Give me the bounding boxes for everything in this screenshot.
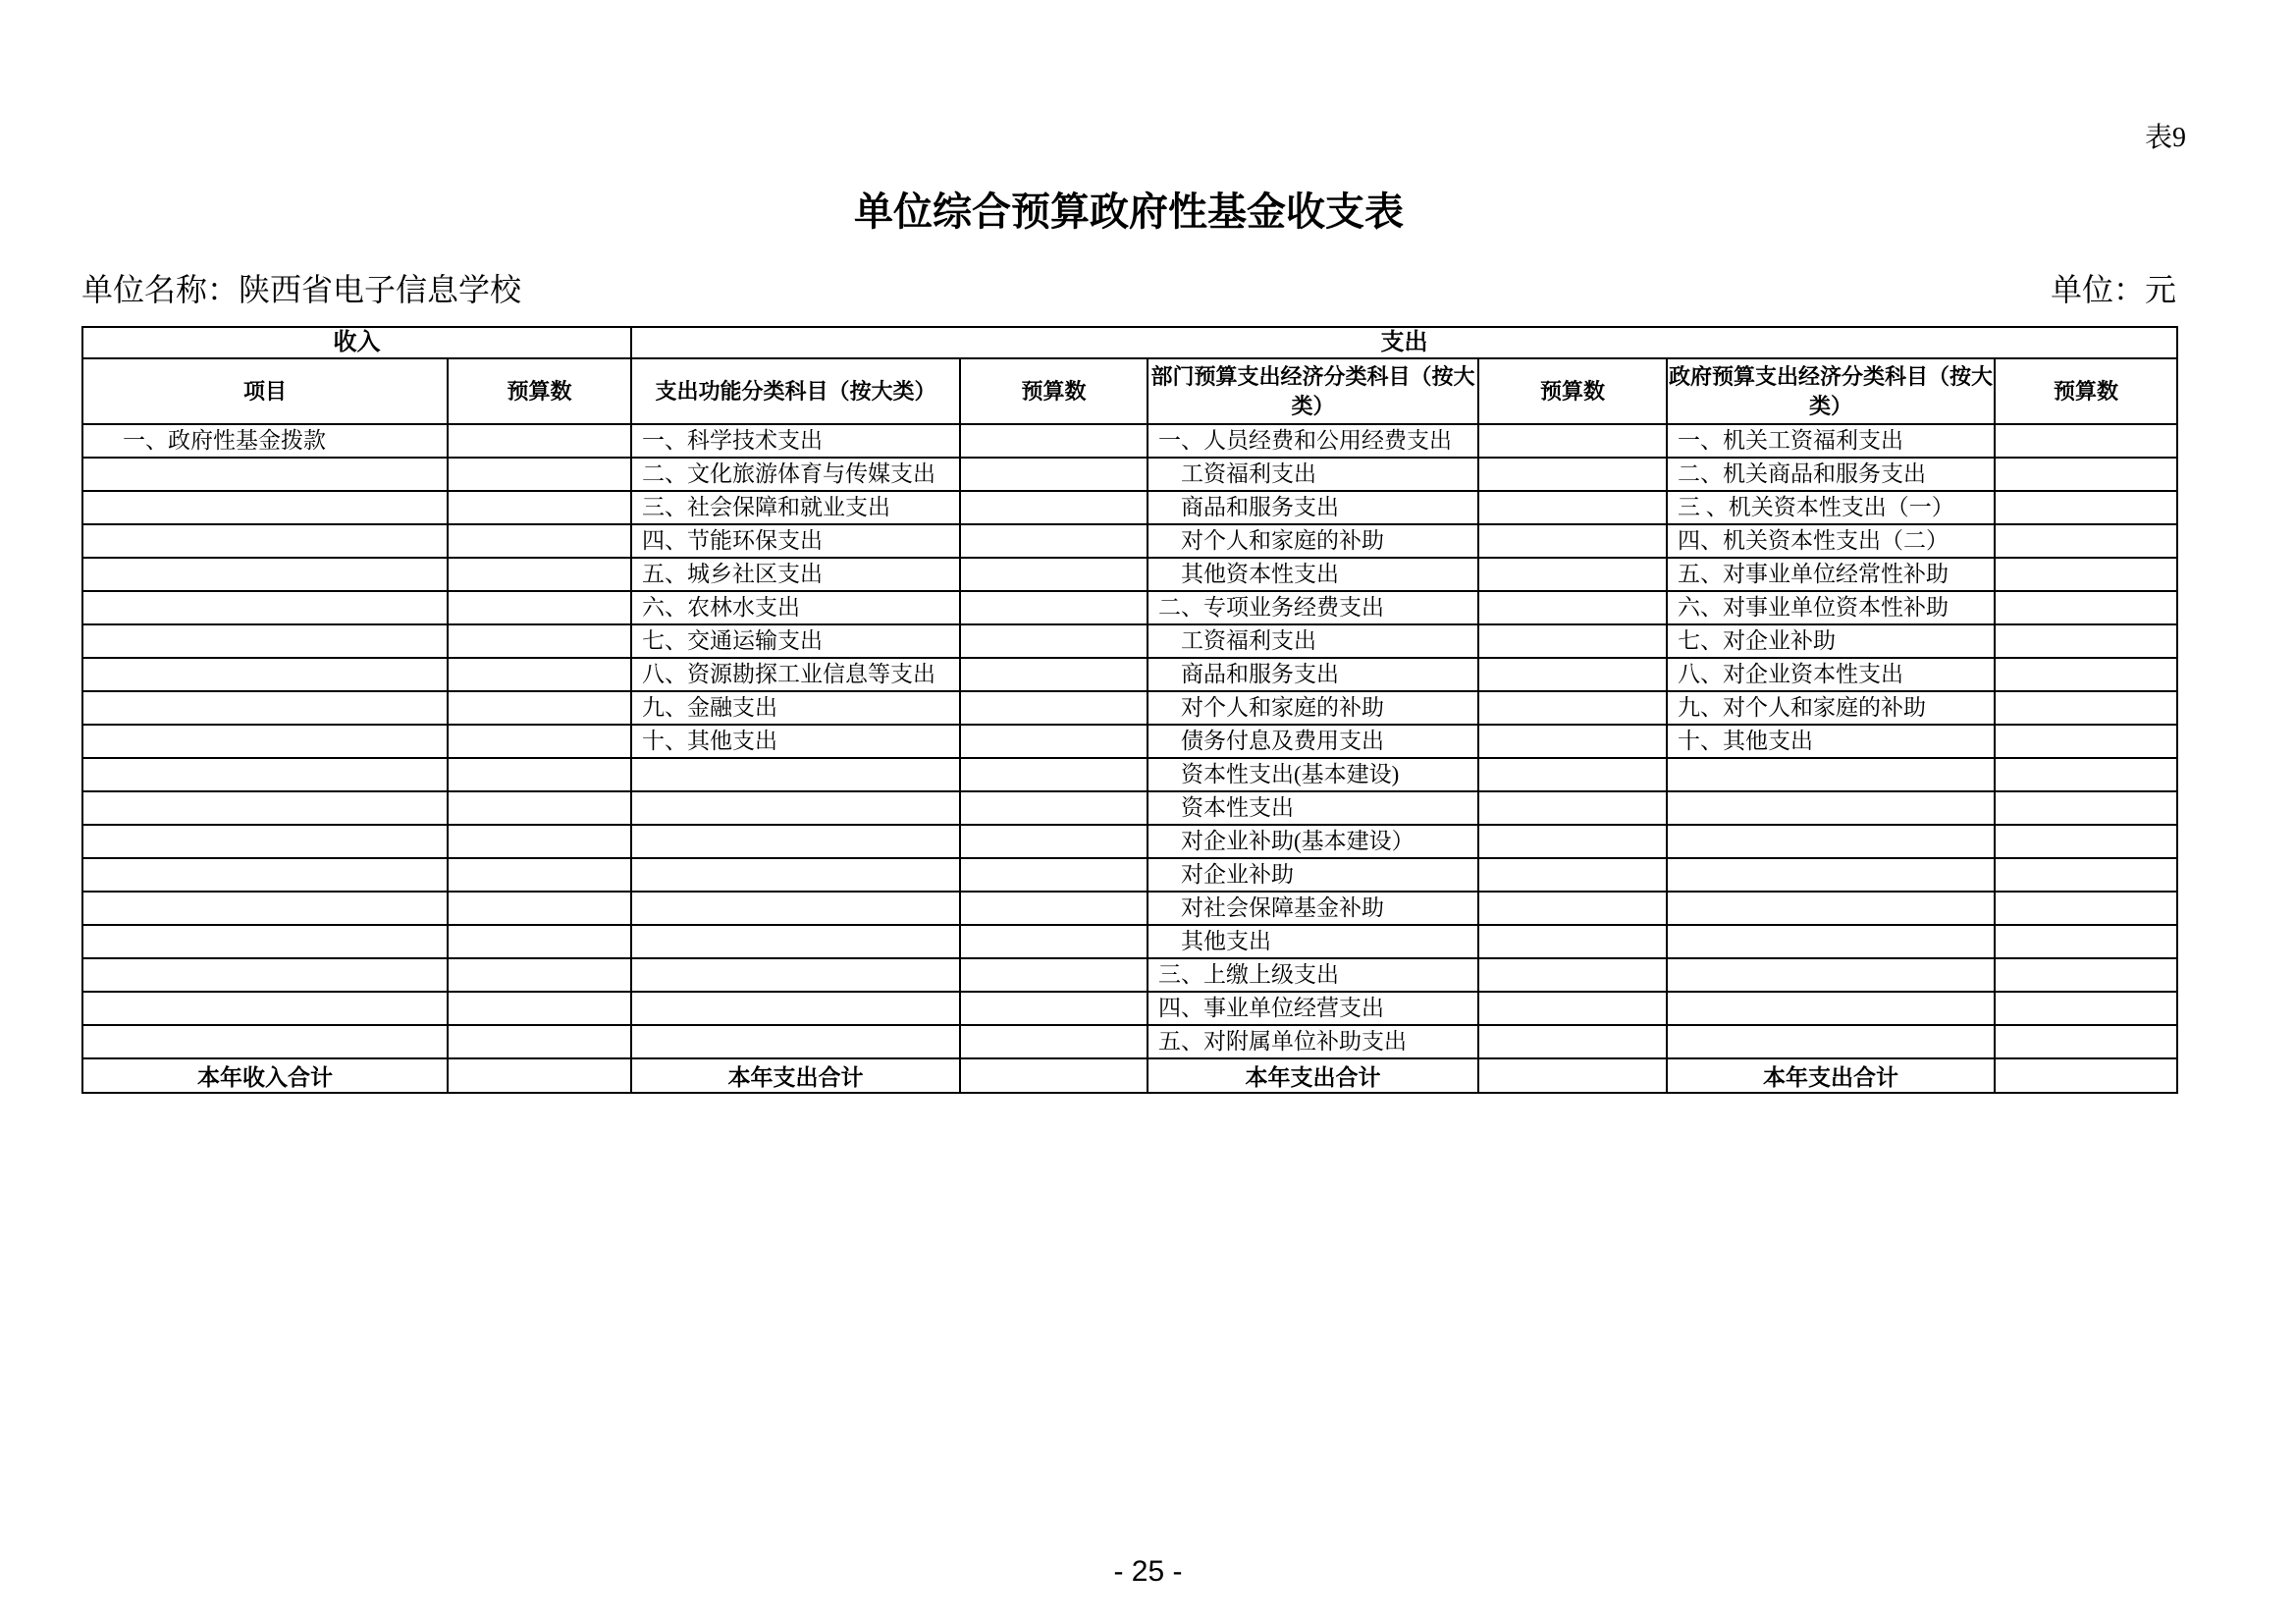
total-expenditure-label: 本年支出合计 [631, 1058, 960, 1093]
table-cell [448, 458, 631, 491]
currency-unit-label: 单位：元 [2050, 272, 2176, 307]
table-cell [1995, 791, 2177, 825]
table-cell [448, 892, 631, 925]
table-cell [1995, 524, 2177, 558]
table-cell [1478, 558, 1667, 591]
table-cell [1667, 958, 1995, 992]
table-body [82, 424, 2177, 1058]
table-cell [1995, 1025, 2177, 1058]
table-cell [960, 758, 1148, 791]
table-cell: 债务付息及费用支出 [1148, 725, 1478, 758]
table-row [82, 624, 2177, 658]
table-cell: 二、专项业务经费支出 [1148, 591, 1478, 624]
table-cell [631, 1025, 960, 1058]
table-cell: 工资福利支出 [1148, 624, 1478, 658]
page-title: 单位综合预算政府性基金收支表 [854, 189, 1404, 234]
column-header-gov-economic-category: 政府预算支出经济分类科目（按大类） [1667, 358, 1995, 424]
table-cell: 工资福利支出 [1148, 458, 1478, 491]
table-row [82, 558, 2177, 591]
table-cell [1667, 992, 1995, 1025]
table-cell: 五、对事业单位经常性补助 [1667, 558, 1995, 591]
table-cell [82, 992, 448, 1025]
total-income-value [448, 1058, 631, 1093]
table-cell [1478, 992, 1667, 1025]
table-cell [1995, 691, 2177, 725]
table-cell [1667, 791, 1995, 825]
table-cell: 九、对个人和家庭的补助 [1667, 691, 1995, 725]
table-cell [448, 925, 631, 958]
table-cell [448, 624, 631, 658]
table-cell [1995, 725, 2177, 758]
column-header-item: 项目 [82, 358, 448, 424]
table-row [82, 992, 2177, 1025]
total-income-label: 本年收入合计 [82, 1058, 448, 1093]
table-cell [448, 725, 631, 758]
table-cell [1478, 658, 1667, 691]
table-cell [1995, 825, 2177, 858]
table-row [82, 925, 2177, 958]
table-row [82, 691, 2177, 725]
table-cell [82, 624, 448, 658]
table-cell [82, 458, 448, 491]
column-header-budget: 预算数 [1478, 358, 1667, 424]
table-cell: 二、机关商品和服务支出 [1667, 458, 1995, 491]
table-cell: 十、其他支出 [1667, 725, 1995, 758]
table-cell [960, 791, 1148, 825]
table-cell: 八、对企业资本性支出 [1667, 658, 1995, 691]
table-row [82, 491, 2177, 524]
table-cell [82, 691, 448, 725]
table-row [82, 591, 2177, 624]
table-cell [960, 524, 1148, 558]
table-cell: 一、科学技术支出 [631, 424, 960, 458]
table-row [82, 424, 2177, 458]
table-cell [631, 825, 960, 858]
table-cell [1478, 624, 1667, 658]
page-number: - 25 - [1113, 1555, 1183, 1588]
expenditure-section-header: 支出 [631, 327, 2177, 358]
table-cell: 其他支出 [1148, 925, 1478, 958]
table-cell: 资本性支出 [1148, 791, 1478, 825]
table-cell [448, 858, 631, 892]
table-cell [960, 992, 1148, 1025]
table-cell: 九、金融支出 [631, 691, 960, 725]
table-cell [1478, 424, 1667, 458]
column-header-dept-economic-category: 部门预算支出经济分类科目（按大类） [1148, 358, 1478, 424]
table-cell [82, 825, 448, 858]
table-cell: 六、对事业单位资本性补助 [1667, 591, 1995, 624]
table-cell [82, 558, 448, 591]
table-row [82, 858, 2177, 892]
table-cell [1995, 958, 2177, 992]
table-cell [960, 558, 1148, 591]
table-cell: 五、城乡社区支出 [631, 558, 960, 591]
table-cell [631, 791, 960, 825]
table-cell [631, 925, 960, 958]
table-cell [82, 591, 448, 624]
table-cell [1478, 691, 1667, 725]
table-cell [960, 658, 1148, 691]
table-cell [1667, 925, 1995, 958]
table-cell: 一、人员经费和公用经费支出 [1148, 424, 1478, 458]
table-cell [82, 491, 448, 524]
table-cell [1995, 558, 2177, 591]
table-cell [631, 892, 960, 925]
total-expenditure-value [960, 1058, 1148, 1093]
table-cell [960, 958, 1148, 992]
table-cell [448, 658, 631, 691]
table-cell [448, 424, 631, 458]
total-expenditure-label: 本年支出合计 [1148, 1058, 1478, 1093]
table-cell [960, 691, 1148, 725]
table-cell [1995, 658, 2177, 691]
table-cell [631, 992, 960, 1025]
table-cell: 八、资源勘探工业信息等支出 [631, 658, 960, 691]
table-cell [960, 858, 1148, 892]
table-cell [1995, 892, 2177, 925]
table-cell [631, 958, 960, 992]
table-cell: 其他资本性支出 [1148, 558, 1478, 591]
total-expenditure-value [1478, 1058, 1667, 1093]
table-cell [448, 491, 631, 524]
table-cell [1995, 424, 2177, 458]
table-row [82, 758, 2177, 791]
table-cell: 三、上缴上级支出 [1148, 958, 1478, 992]
table-cell [1478, 524, 1667, 558]
table-row [82, 791, 2177, 825]
table-cell: 七、对企业补助 [1667, 624, 1995, 658]
table-cell [448, 958, 631, 992]
table-cell: 三、社会保障和就业支出 [631, 491, 960, 524]
table-row [82, 892, 2177, 925]
table-tag: 表9 [2144, 123, 2186, 153]
table-cell [960, 825, 1148, 858]
table-cell [1478, 725, 1667, 758]
table-cell [448, 791, 631, 825]
table-cell: 一、机关工资福利支出 [1667, 424, 1995, 458]
table-cell [631, 758, 960, 791]
table-cell [960, 1025, 1148, 1058]
table-cell: 四、事业单位经营支出 [1148, 992, 1478, 1025]
total-row [82, 1058, 2177, 1093]
table-cell [1667, 1025, 1995, 1058]
table-row [82, 725, 2177, 758]
total-expenditure-label: 本年支出合计 [1667, 1058, 1995, 1093]
total-expenditure-value [1995, 1058, 2177, 1093]
table-row [82, 658, 2177, 691]
table-cell [1478, 791, 1667, 825]
table-cell [448, 524, 631, 558]
table-row [82, 458, 2177, 491]
table-cell [1995, 925, 2177, 958]
table-cell [1478, 591, 1667, 624]
table-cell [1995, 992, 2177, 1025]
table-cell [960, 925, 1148, 958]
table-cell [960, 458, 1148, 491]
table-cell [448, 992, 631, 1025]
table-cell: 对企业补助(基本建设） [1148, 825, 1478, 858]
meta-row [81, 271, 2176, 308]
table-row [82, 524, 2177, 558]
table-cell [82, 524, 448, 558]
table-cell [1995, 591, 2177, 624]
table-cell [448, 1025, 631, 1058]
table-cell: 对社会保障基金补助 [1148, 892, 1478, 925]
table-cell: 五、对附属单位补助支出 [1148, 1025, 1478, 1058]
table-cell [1478, 491, 1667, 524]
table-cell: 商品和服务支出 [1148, 491, 1478, 524]
table-cell: 二、文化旅游体育与传媒支出 [631, 458, 960, 491]
table-cell: 六、农林水支出 [631, 591, 960, 624]
table-cell: 四、节能环保支出 [631, 524, 960, 558]
table-cell [448, 758, 631, 791]
table-cell [1478, 1025, 1667, 1058]
table-cell [1478, 458, 1667, 491]
table-cell [82, 658, 448, 691]
table-cell: 三 、机关资本性支出（一） [1667, 491, 1995, 524]
unit-name-label: 单位名称：陕西省电子信息学校 [81, 272, 522, 307]
table-cell [448, 591, 631, 624]
column-header-budget: 预算数 [448, 358, 631, 424]
table-row [82, 825, 2177, 858]
table-cell: 四、机关资本性支出（二） [1667, 524, 1995, 558]
table-cell [1995, 624, 2177, 658]
table-cell: 十、其他支出 [631, 725, 960, 758]
table-cell [82, 925, 448, 958]
table-row [82, 958, 2177, 992]
table-cell [82, 725, 448, 758]
column-header-budget: 预算数 [1995, 358, 2177, 424]
table-cell [1478, 825, 1667, 858]
table-cell [448, 691, 631, 725]
table-cell [82, 791, 448, 825]
table-cell: 商品和服务支出 [1148, 658, 1478, 691]
column-header-functional-category: 支出功能分类科目（按大类） [631, 358, 960, 424]
table-cell [960, 725, 1148, 758]
column-header-row [82, 358, 2177, 424]
table-cell [631, 858, 960, 892]
table-cell [960, 424, 1148, 458]
table-cell [1478, 892, 1667, 925]
table-cell: 对企业补助 [1148, 858, 1478, 892]
budget-table [81, 326, 2178, 1094]
table-cell [1667, 892, 1995, 925]
table-cell [448, 558, 631, 591]
table-cell [960, 591, 1148, 624]
table-cell [1478, 958, 1667, 992]
table-cell [82, 958, 448, 992]
table-cell [960, 892, 1148, 925]
table-cell [1667, 758, 1995, 791]
table-cell [1995, 491, 2177, 524]
table-cell [82, 758, 448, 791]
table-cell: 资本性支出(基本建设) [1148, 758, 1478, 791]
income-section-header: 收入 [82, 327, 631, 358]
table-cell [448, 825, 631, 858]
table-cell [82, 1025, 448, 1058]
table-cell [960, 491, 1148, 524]
table-row [82, 1025, 2177, 1058]
table-cell [1667, 825, 1995, 858]
table-cell [1995, 758, 2177, 791]
table-cell [1995, 458, 2177, 491]
table-cell [1478, 758, 1667, 791]
table-cell [82, 892, 448, 925]
table-cell [1995, 858, 2177, 892]
table-cell [82, 858, 448, 892]
section-header-row [82, 327, 2177, 358]
table-cell: 对个人和家庭的补助 [1148, 691, 1478, 725]
column-header-budget: 预算数 [960, 358, 1148, 424]
table-cell [960, 624, 1148, 658]
table-cell: 七、交通运输支出 [631, 624, 960, 658]
table-cell [1478, 858, 1667, 892]
table-cell [1667, 858, 1995, 892]
table-cell: 一、政府性基金拨款 [82, 424, 448, 458]
table-cell: 对个人和家庭的补助 [1148, 524, 1478, 558]
table-cell [1478, 925, 1667, 958]
